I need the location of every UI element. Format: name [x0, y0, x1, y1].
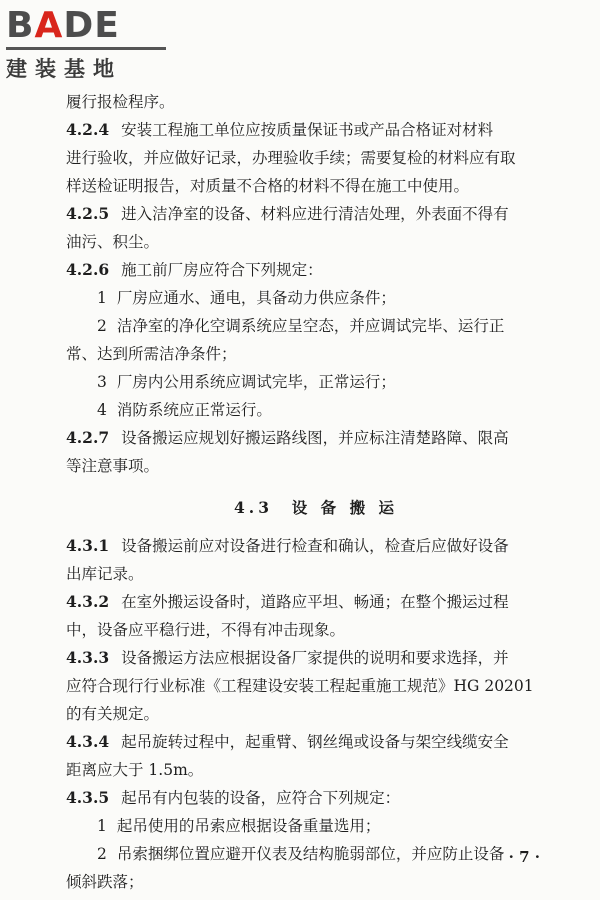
clause-4-2-7: 4.2.7 设备搬运应规划好搬运路线图，并应标注清楚路障、限高 等注意事项。	[66, 428, 509, 475]
clause-number: 4.2.6	[66, 260, 110, 279]
page-number: · 7 ·	[508, 848, 540, 866]
clause-4-3-1: 4.3.1 设备搬运前应对设备进行检查和确认，检查后应做好设备 出库记录。	[66, 536, 509, 583]
clause-number: 4.3.3	[66, 648, 110, 667]
clause-number: 4.3.2	[66, 592, 110, 611]
clause-number: 4.3.1	[66, 536, 110, 555]
clause-number: 4.3.5	[66, 788, 110, 807]
list-item: 2 洁净室的净化空调系统应呈空态，并应调试完毕、运行正	[97, 317, 505, 335]
list-item: 3 厂房内公用系统应调试完毕，正常运行；	[97, 373, 396, 391]
clause-4-3-2: 4.3.2 在室外搬运设备时，道路应平坦、畅通；在整个搬运过程 中，设备应平稳行进，不得有冲击现象。	[66, 592, 509, 639]
clause-4-2-4: 4.2.4 安装工程施工单位应按质量保证书或产品合格证对材料 进行验收，并应做好记录，办理验收手续；需要复检的材料应有取 样送检证明报告，对质量不合格的材料不得在施工中使用。	[66, 120, 516, 195]
clause-4-3-3: 4.3.3 设备搬运方法应根据设备厂家提供的说明和要求选择，并 应符合现行行业标准《工程建设安装工程起重施工规范》HG 20201 的有关规定。	[66, 648, 534, 723]
clause-4-3-4: 4.3.4 起吊旋转过程中，起重臂、钢丝绳或设备与架空线缆安全 距离应大于 1.5m。	[66, 732, 509, 779]
clause-4-2-6: 4.2.6 施工前厂房应符合下列规定： 1 厂房应通水、通电，具备动力供应条件； 2 洁净室的净化空调系统应呈空态，并应调试完毕、运行正 常、达到所需洁净条件； 3 厂房内公用系统应调试完毕，正常运行； 4 消防系统应正常运行。	[66, 256, 566, 424]
clause-4-2-5: 4.2.5 进入洁净室的设备、材料应进行清洁处理，外表面不得有 油污、积尘。	[66, 204, 509, 251]
list-item: 1 厂房应通水、通电，具备动力供应条件；	[97, 289, 396, 307]
logo-wordmark: BADE	[6, 5, 120, 46]
list-item: 2 吊索捆绑位置应避开仪表及结构脆弱部位，并应防止设备	[97, 845, 505, 863]
clause-number: 4.2.5	[66, 204, 110, 223]
clause-number: 4.2.4	[66, 120, 110, 139]
logo-divider	[6, 47, 166, 50]
list-item: 1 起吊使用的吊索应根据设备重量选用；	[97, 817, 381, 835]
clause-4-3-5: 4.3.5 起吊有内包装的设备，应符合下列规定： 1 起吊使用的吊索应根据设备重量选用； 2 吊索捆绑位置应避开仪表及结构脆弱部位，并应防止设备 倾斜跌落；	[66, 784, 566, 896]
list-item: 4 消防系统应正常运行。	[97, 401, 272, 419]
clause-number: 4.3.4	[66, 732, 110, 751]
paragraph-line: 履行报检程序。	[66, 93, 175, 111]
logo-subtitle: 建装基地	[6, 57, 122, 81]
clause-number: 4.2.7	[66, 428, 110, 447]
document-body	[66, 88, 566, 896]
section-heading: 4.3 设 备 搬 运	[234, 498, 398, 517]
logo	[6, 6, 174, 83]
